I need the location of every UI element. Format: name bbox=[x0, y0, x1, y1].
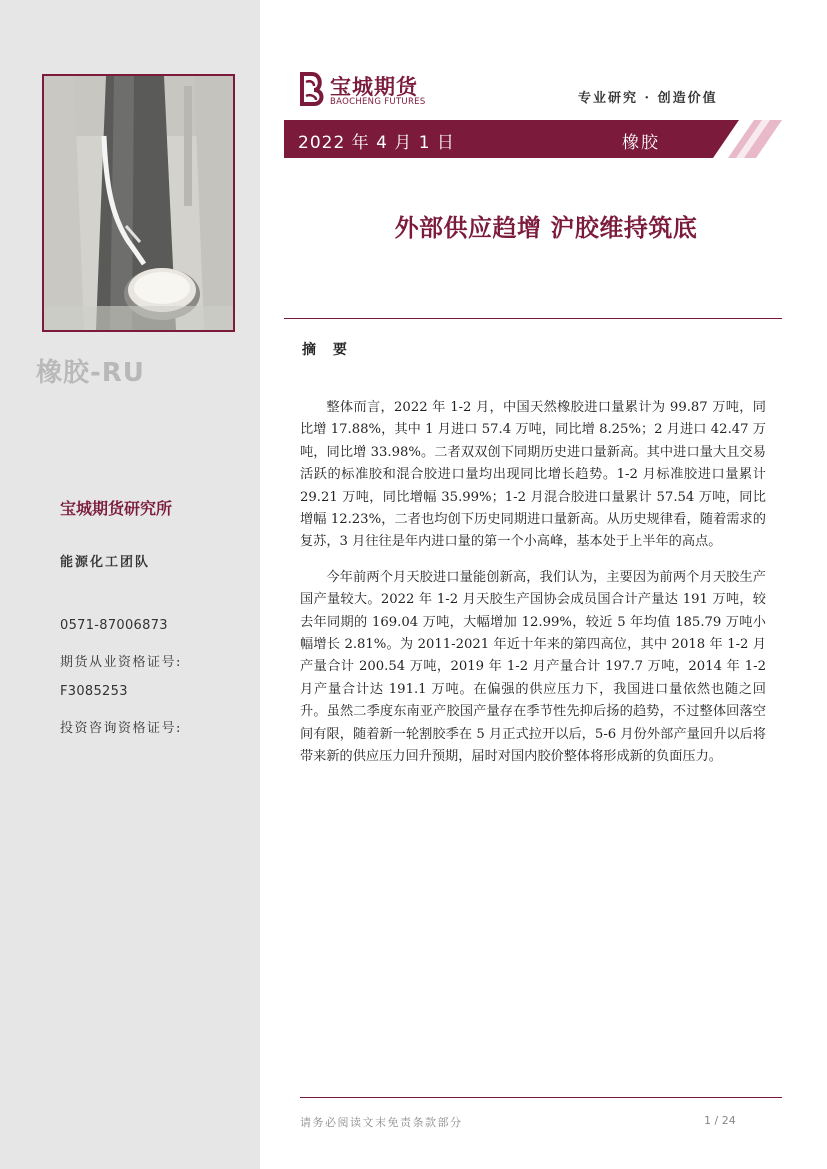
disclaimer-note[interactable]: 请务必阅读文末免责条款部分 bbox=[300, 1116, 463, 1129]
abstract-body bbox=[300, 397, 766, 782]
abstract-paragraph: 整体而言，2022 年 1-2 月，中国天然橡胶进口量累计为 99.87 万吨，同比增 17.88%，其中 1 月进口 57.4 万吨，同比增 8.25%；2 月进口 42.47 万吨，同比增 33.98%。二者双双创下同期历史进口量新高。其中进口量大且交易活跃的标准胶和混合胶进口量均出现同比增长趋势。1-2 月标准胶进口量累计 29.21 万吨，同比增幅 35.99%；1-2 月混合胶进口量累计 57.54 万吨，同比增幅 12.23%，二者也均创下历史同期进口量新高。从历史规律看，随着需求的复苏，3 月往往是年内进口量的第一个小高峰，基本处于上半年的高点。 bbox=[300, 400, 766, 550]
rubber-tapping-photo bbox=[42, 74, 235, 332]
report-date: 2022 年 4 月 1 日 bbox=[298, 133, 455, 153]
company-logo bbox=[296, 70, 446, 110]
slogan: 专业研究 · 创造价值 bbox=[578, 91, 718, 106]
report-title: 外部供应趋增 沪胶维持筑底 bbox=[394, 214, 698, 242]
sidebar bbox=[0, 0, 260, 1169]
page-number: 1 / 24 bbox=[704, 1114, 736, 1127]
license-label: 期货从业资格证号: bbox=[60, 655, 182, 670]
date-banner bbox=[284, 120, 782, 158]
logo-chinese: 宝城期货 bbox=[330, 74, 418, 99]
abstract-heading: 摘 要 bbox=[302, 342, 353, 358]
title-divider bbox=[284, 318, 782, 319]
logo-english: BAOCHENG FUTURES bbox=[330, 97, 426, 107]
license-number: F3085253 bbox=[60, 684, 128, 699]
abstract-paragraph: 今年前两个月天胶进口量能创新高，我们认为，主要因为前两个月天胶生产国产量较大。2022 年 1-2 月天胶生产国协会成员国合计产量达 191 万吨，较去年同期的 169.04 万吨，大幅增加 12.99%，较近 5 年均值 185.79 万吨小幅增长 2.81%。为 2011-2021 年近十年来的第四高位，其中 2018 年 1-2 月产量合计 200.54 万吨，2019 年 1-2 月产量合计 197.7 万吨，2014 年 1-2 月产量合计达 191.1 万吨。在偏强的供应压力下，我国进口量依然也随之回升。虽然二季度东南亚产胶国产量存在季节性先抑后扬的趋势，不过整体回落空间有限，随着新一轮割胶季在 5 月正式拉开以后，5-6 月份外部产量回升以后将带来新的供应压力回升预期，届时对国内胶价整体将形成新的负面压力。 bbox=[300, 569, 766, 765]
team-name: 能源化工团队 bbox=[60, 555, 151, 570]
advisory-label: 投资咨询资格证号: bbox=[60, 721, 182, 736]
rubber-tree-icon bbox=[44, 76, 233, 330]
contact-phone: 0571-87006873 bbox=[60, 618, 168, 633]
footer-divider bbox=[300, 1097, 782, 1098]
report-category: 橡胶 bbox=[622, 133, 660, 153]
product-title: 橡胶-RU bbox=[36, 358, 145, 388]
logo-mark-icon bbox=[296, 70, 326, 108]
institute-name: 宝城期货研究所 bbox=[60, 499, 173, 518]
